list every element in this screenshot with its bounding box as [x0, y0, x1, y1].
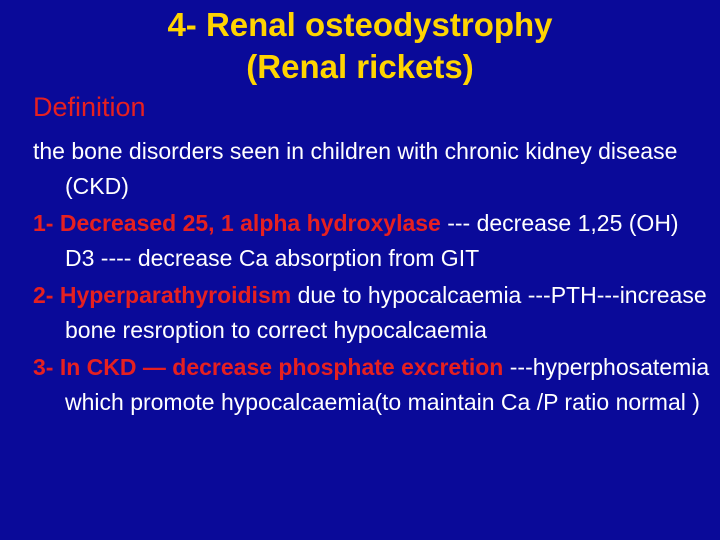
- point-1: [33, 206, 713, 275]
- point-3: [33, 350, 713, 419]
- point-3-text: ---hyperphosatemia which promote hypocalcaemia(to maintain Ca /P ratio normal ): [65, 354, 710, 415]
- point-2-lead: 2- Hyperparathyroidism: [33, 282, 292, 308]
- title-line-1: 4- Renal osteodystrophy: [167, 6, 553, 43]
- point-3-lead: 3- In CKD — decrease phosphate excretion: [33, 354, 504, 380]
- section-heading: Definition: [33, 92, 146, 122]
- point-2-text: due to hypocalcaemia ---PTH---increase bone resroption to correct hypocalcaemia: [65, 282, 707, 343]
- slide-title: [0, 4, 720, 88]
- definition-paragraph: [33, 134, 713, 203]
- title-line-2: (Renal rickets): [246, 48, 474, 85]
- point-2: [33, 278, 713, 347]
- definition-text: the bone disorders seen in children with chronic kidney disease (CKD): [33, 138, 678, 199]
- slide-body: [33, 134, 713, 419]
- point-1-text: --- decrease 1,25 (OH) D3 ---- decrease Ca absorption from GIT: [65, 210, 679, 271]
- point-1-lead: 1- Decreased 25, 1 alpha hydroxylase: [33, 210, 441, 236]
